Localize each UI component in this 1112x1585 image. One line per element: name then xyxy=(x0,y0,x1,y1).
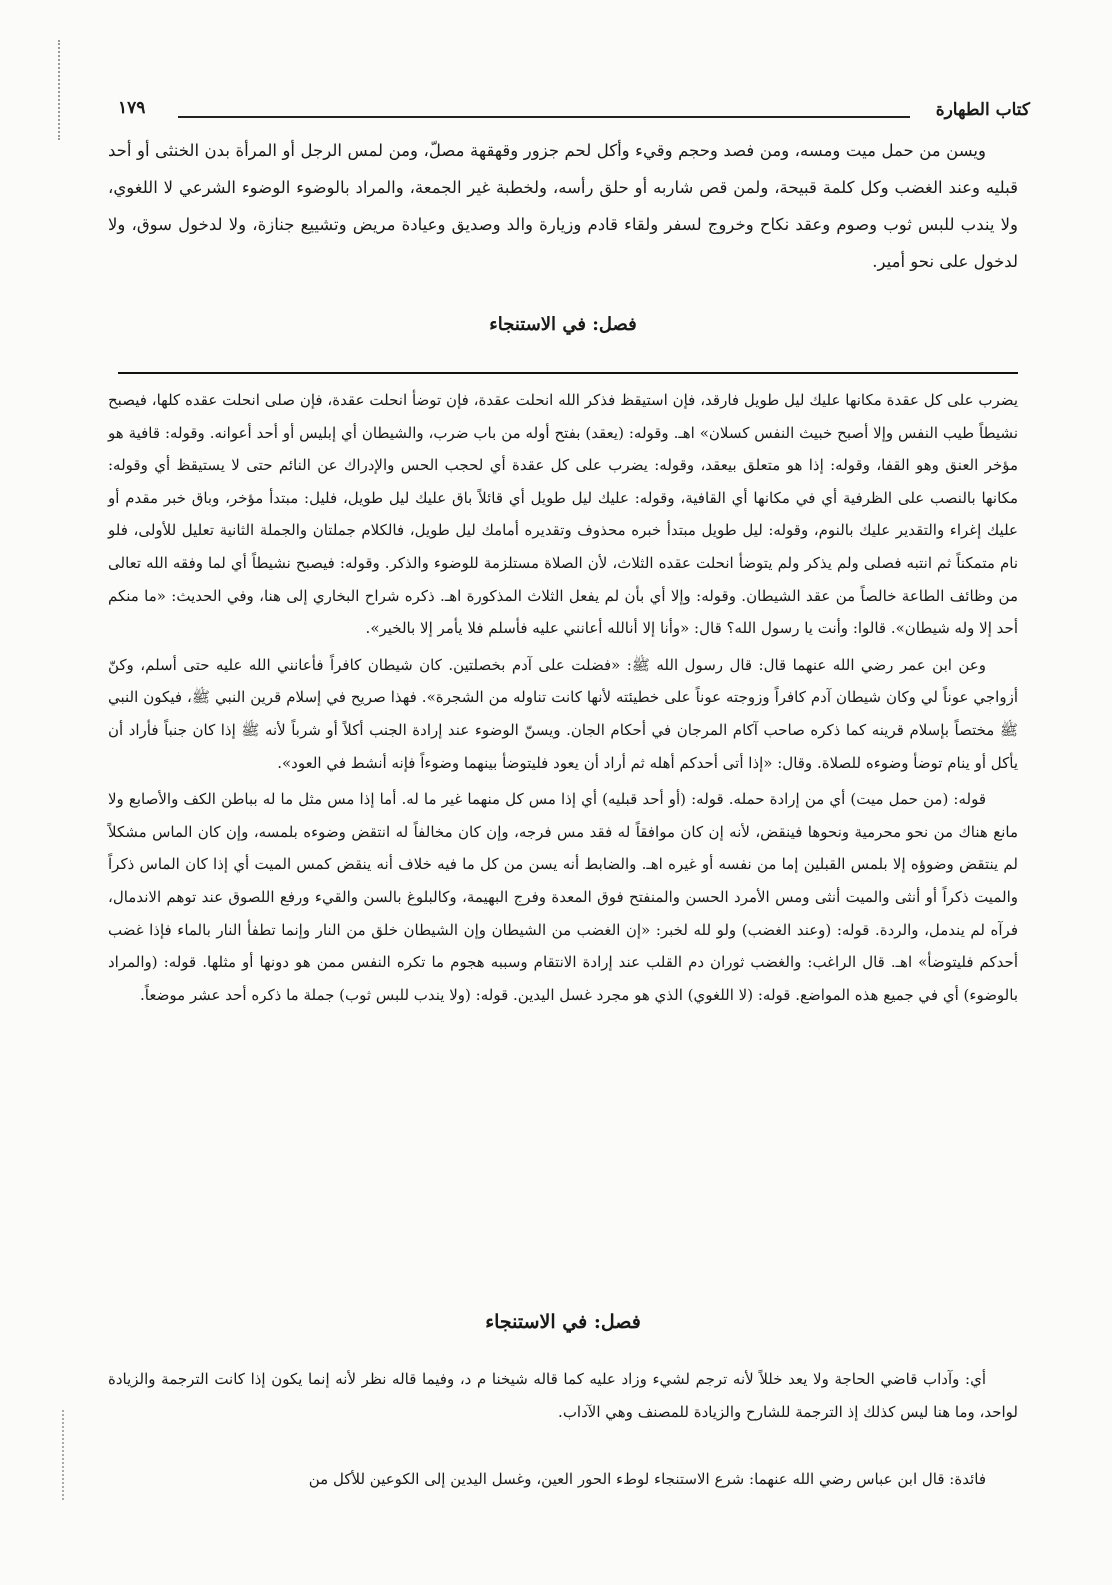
running-header xyxy=(118,96,1030,126)
binding-edge-lower xyxy=(62,1410,82,1500)
text-commentary-divider xyxy=(118,372,1018,374)
commentary-paragraph: وعن ابن عمر رضي الله عنهما قال: قال رسول الله ﷺ: «فضلت على آدم بخصلتين. كان شيطان كافراً فأعانني الله عليه حتى أسلم، وكنّ أزواجي عوناً لي وكان شيطان آدم كافراً وزوجته عوناً على خطيئته لأنها كانت تناوله من الشجرة». فهذا صريح في إسلام قرين النبي ﷺ، فيكون النبي ﷺ مختصاً بإسلام قرينه كما ذكره صاحب آكام المرجان في أحكام الجان. ويسنّ الوضوء عند إرادة الجنب أكلاً أو شرباً لأنه ﷺ إذا كان جنباً فأراد أن يأكل أو ينام توضأ وضوءه للصلاة. وقال: «إذا أتى أحدكم أهله ثم أراد أن يعود فليتوضأ بينهما وضوءاً فإنه أنشط في العود». xyxy=(108,655,1018,772)
commentary-paragraph: أي: وآداب قاضي الحاجة ولا يعد خللاً لأنه ترجم لشيء وزاد عليه كما قاله شيخنا م د، وفيما قاله نظر لأنه إنما يكون إذا كانت الترجمة والزيادة لواحد، وما هنا ليس كذلك إذ الترجمة للشارح والزيادة للمصنف وهي الآداب. xyxy=(108,1370,1018,1421)
main-paragraph: ويسن من حمل ميت ومسه، ومن فصد وحجم وقيء وأكل لحم جزور وقهقهة مصلّ، ومن لمس الرجل أو المرأة بدن الخنثى أو أحد قبليه وعند الغضب وكل كلمة قبيحة، ولمن قص شاربه أو حلق رأسه، ولخطبة غير الجمعة، والمراد بالوضوء الوضوء الشرعي لا اللغوي، ولا يندب للبس ثوب وصوم وعقد نكاح وخروج لسفر ولقاء قادم وزيارة والد وصديق وعيادة مريض وتشييع جنازة، ولا لدخول سوق، ولا لدخول على نحو أمير. xyxy=(108,141,1018,271)
page-number: ١٧٩ xyxy=(118,98,146,118)
commentary-paragraph: قوله: (من حمل ميت) أي من إرادة حمله. قوله: (أو أحد قبليه) أي إذا مس كل منهما غير ما له. أما إذا مس مثل ما له بباطن الكف والأصابع ولا مانع هناك من نحو محرمية ونحوها فينقض، لأنه إن كان موافقاً له فقد مس فرجه، وإن كان مخالفاً له انتقض وضوءه بلمسه، وإن كان الماس مشكلاً لم ينتقض وضوؤه إلا بلمس القبلين إما من نفسه أو غيره اهـ. والضابط أنه يسن من كل ما فيه خلاف أنه ينقض كمس الميت أي إذا كان الماس ذكراً والميت ذكراً أو أنثى والميت أنثى ومس الأمرد الحسن والمنفتح فوق المعدة وفرج البهيمة، وكالبلوغ بالسن والقيء ورفع اللصوق عند توهم الاندمال، فرآه لم يندمل، والردة. قوله: (وعند الغضب) ولو لله لخبر: «إن الغضب من الشيطان وإن الشيطان خلق من النار وإنما تطفأ النار بالماء فإذا غضب أحدكم فليتوضأ» اهـ. قال الراغب: والغضب ثوران دم القلب عند إرادة الانتقام وسببه هجوم ما تكره النفس ممن هو دونها أو مثلها. قوله: (والمراد بالوضوء) أي في جميع هذه المواضع. قوله: (لا اللغوي) الذي هو مجرد غسل اليدين. قوله: (ولا يندب للبس ثوب) جملة ما ذكره أحد عشر موضعاً. xyxy=(108,790,1018,1004)
header-title: كتاب الطهارة xyxy=(935,100,1030,120)
commentary-paragraph: فائدة: قال ابن عباس رضي الله عنهما: شرع الاستنجاء لوطء الحور العين، وغسل اليدين إلى الكوعين للأكل من xyxy=(308,1470,986,1488)
commentary-paragraph: يضرب على كل عقدة مكانها عليك ليل طويل فارقد، فإن استيقظ فذكر الله انحلت عقدة، فإن توضأ انحلت عقدة، فإن صلى انحلت عقده كلها، فيصبح نشيطاً طيب النفس وإلا أصبح خبيث النفس كسلان» اهـ. وقوله: (يعقد) بفتح أوله من باب ضرب، والشيطان أي إبليس أو أحد أعوانه. وقوله: قافية هو مؤخر العنق وهو القفا، وقوله: إذا هو متعلق بيعقد، وقوله: يضرب على كل عقدة أي لحجب الحس والإدراك عن النائم حتى لا يستيقظ أي وقوله: مكانها بالنصب على الظرفية أي في مكانها أي القافية، وقوله: عليك ليل طويل أي قائلاً باق عليك ليل طويل، فليل: مبتدأ مؤخر، وباق خبر مقدم أو عليك إغراء والتقدير عليك بالنوم، وقوله: ليل طويل مبتدأ خبره محذوف وتقديره أمامك ليل طويل، فالكلام جملتان والجملة الثانية تعليل للأولى، فلو نام متمكناً ثم انتبه فصلى ولم يذكر ولم يتوضأ انحلت عقده الثلاث، لأن الصلاة مستلزمة للوضوء والذكر. وقوله: فيصبح نشيطاً أي لما وفقه الله تعالى من وظائف الطاعة خالصاً من عقد الشيطان. وقوله: وإلا أي بأن لم يفعل الثلاث المذكورة اهـ. ذكره شراح البخاري إلى هنا، وفي الحديث: «ما منكم أحد إلا وله شيطان». قالوا: وأنت يا رسول الله؟ قال: «وأنا إلا أنالله أعانني عليه فأسلم فلا يأمر إلا بالخير». xyxy=(108,391,1018,638)
binding-edge xyxy=(58,40,82,140)
section-title-commentary: فصل: في الاستنجاء xyxy=(485,1311,641,1333)
main-text xyxy=(108,132,1018,280)
section-title: فصل: في الاستنجاء xyxy=(489,314,637,335)
commentary xyxy=(108,384,1018,1011)
commentary-tail xyxy=(108,1348,1018,1511)
header-rule xyxy=(178,116,910,118)
